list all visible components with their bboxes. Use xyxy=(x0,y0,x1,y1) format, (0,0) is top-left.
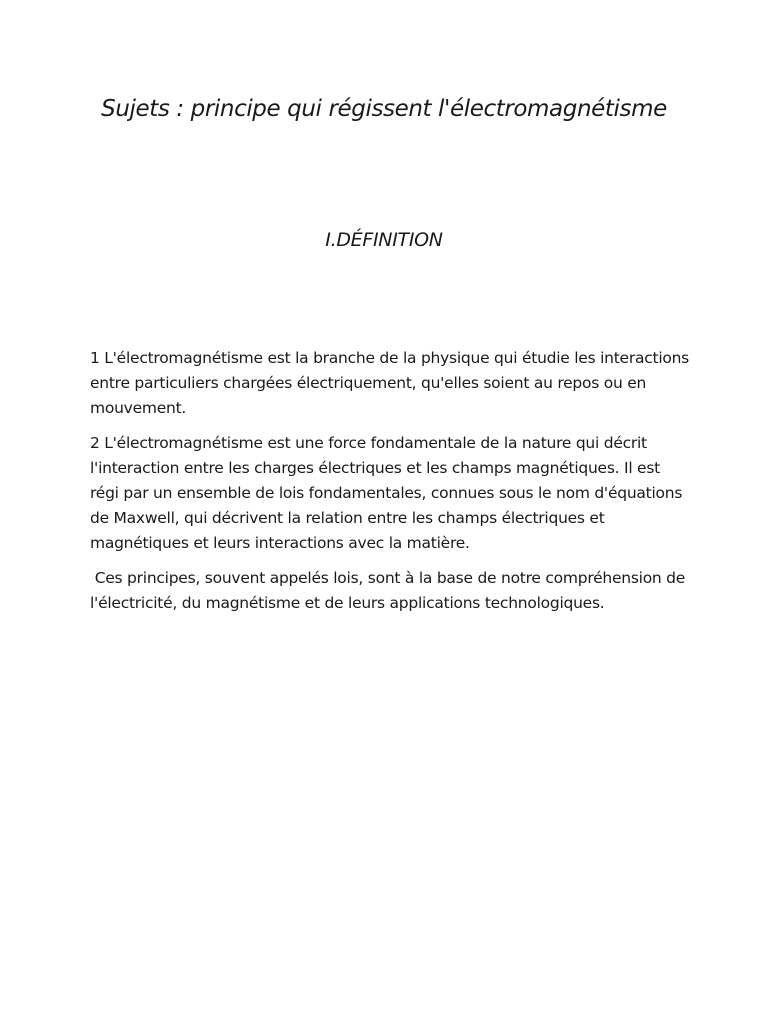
paragraph-3: Ces principes, souvent appelés lois, sont à la base de notre compréhension de l'électricité, du magnétisme et de leurs applications technologiques. xyxy=(90,569,690,612)
section-heading-definition: I.DÉFINITION xyxy=(325,229,443,251)
document-body xyxy=(90,346,690,626)
paragraph-1: 1 L'électromagnétisme est la branche de la physique qui étudie les interactions entre particuliers chargées électriquement, qu'elles soient au repos ou en mouvement. xyxy=(90,349,690,417)
paragraph-2: 2 L'électromagnétisme est une force fondamentale de la nature qui décrit l'interaction entre les charges électriques et les champs magnétiques. Il est régi par un ensemble de lois fondamentales, connues sous le nom d'équations de Maxwell, qui décrivent la relation entre les champs électriques et magnétiques et leurs interactions avec la matière. xyxy=(90,434,683,552)
document-title: Sujets : principe qui régissent l'électromagnétisme xyxy=(101,96,667,122)
